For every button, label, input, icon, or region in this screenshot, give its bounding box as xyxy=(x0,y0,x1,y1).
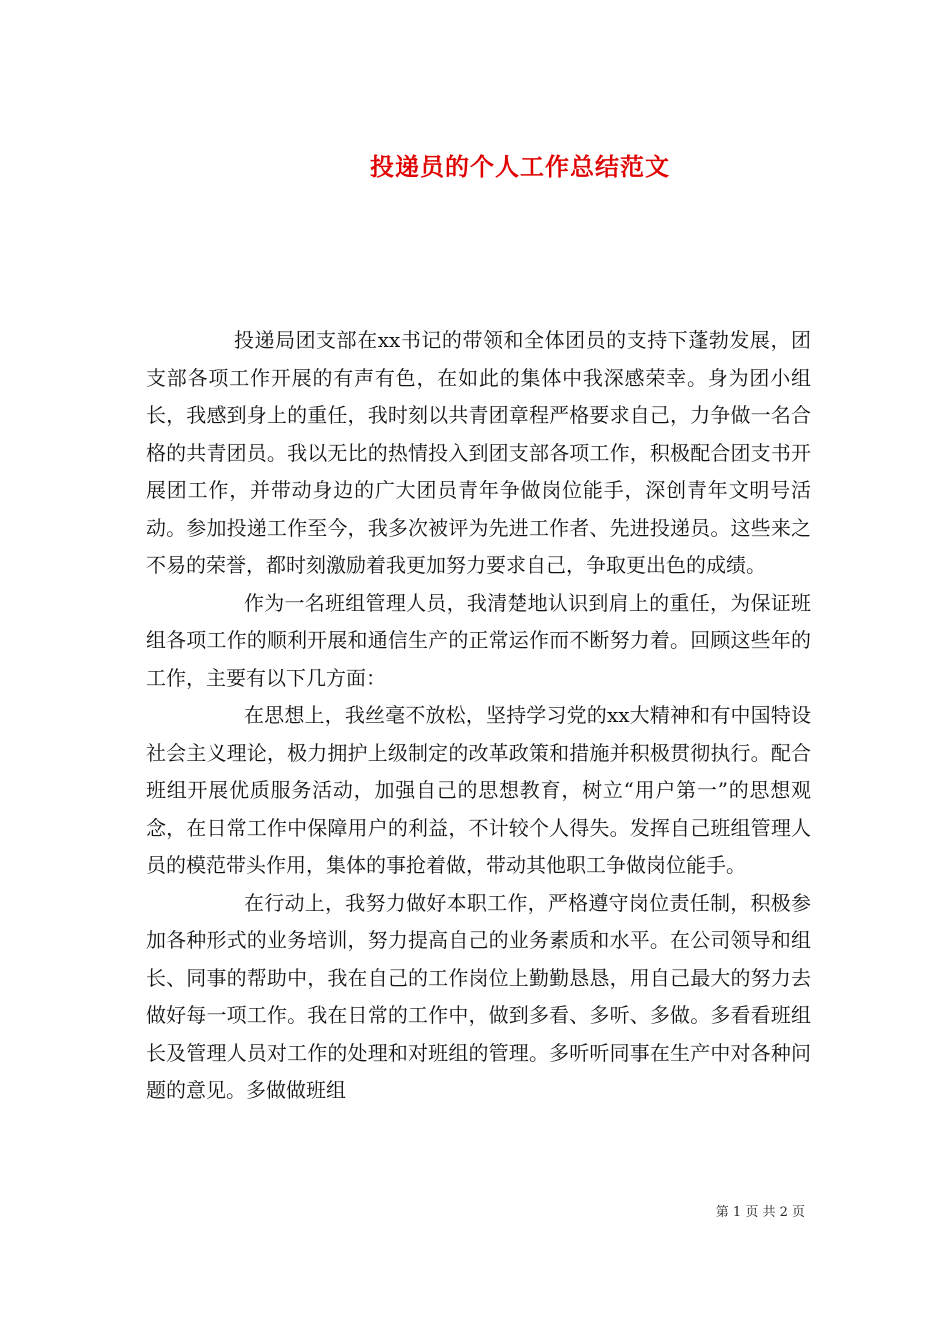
document-body xyxy=(146,322,811,1110)
paragraph-3: 在思想上，我丝毫不放松，坚持学习党的xx大精神和有中国特设社会主义理论，极力拥护上级制定的改革政策和措施并积极贯彻执行。配合班组开展优质服务活动，加强自己的思想教育，树立“用户第一”的思想观念，在日常工作中保障用户的利益，不计较个人得失。发挥自己班组管理人员的模范带头作用，集体的事抢着做，带动其他职工争做岗位能手。 xyxy=(146,703,811,877)
paragraph-4: 在行动上，我努力做好本职工作，严格遵守岗位责任制，积极参加各种形式的业务培训，努力提高自己的业务素质和水平。在公司领导和组长、同事的帮助中，我在自己的工作岗位上勤勤恳恳，用自己最大的努力去做好每一项工作。我在日常的工作中，做到多看、多听、多做。多看看班组长及管理人员对工作的处理和对班组的管理。多听听同事在生产中对各种问题的意见。多做做班组 xyxy=(146,890,811,1102)
page-number-footer: 第 1 页 共 2 页 xyxy=(715,1205,805,1220)
paragraph-1: 投递局团支部在xx书记的带领和全体团员的支持下蓬勃发展，团支部各项工作开展的有声有色，在如此的集体中我深感荣幸。身为团小组长，我感到身上的重任，我时刻以共青团章程严格要求自己，力争做一名合格的共青团员。我以无比的热情投入到团支部各项工作，积极配合团支书开展团工作，并带动身边的广大团员青年争做岗位能手，深创青年文明号活动。参加投递工作至今，我多次被评为先进工作者、先进投递员。这些来之不易的荣誉，都时刻激励着我更加努力要求自己，争取更出色的成绩。 xyxy=(146,328,811,577)
paragraph-2: 作为一名班组管理人员，我清楚地认识到肩上的重任，为保证班组各项工作的顺利开展和通信生产的正常运作而不断努力着。回顾这些年的工作，主要有以下几方面： xyxy=(146,590,811,690)
document-title: 投递员的个人工作总结范文 xyxy=(370,152,670,182)
